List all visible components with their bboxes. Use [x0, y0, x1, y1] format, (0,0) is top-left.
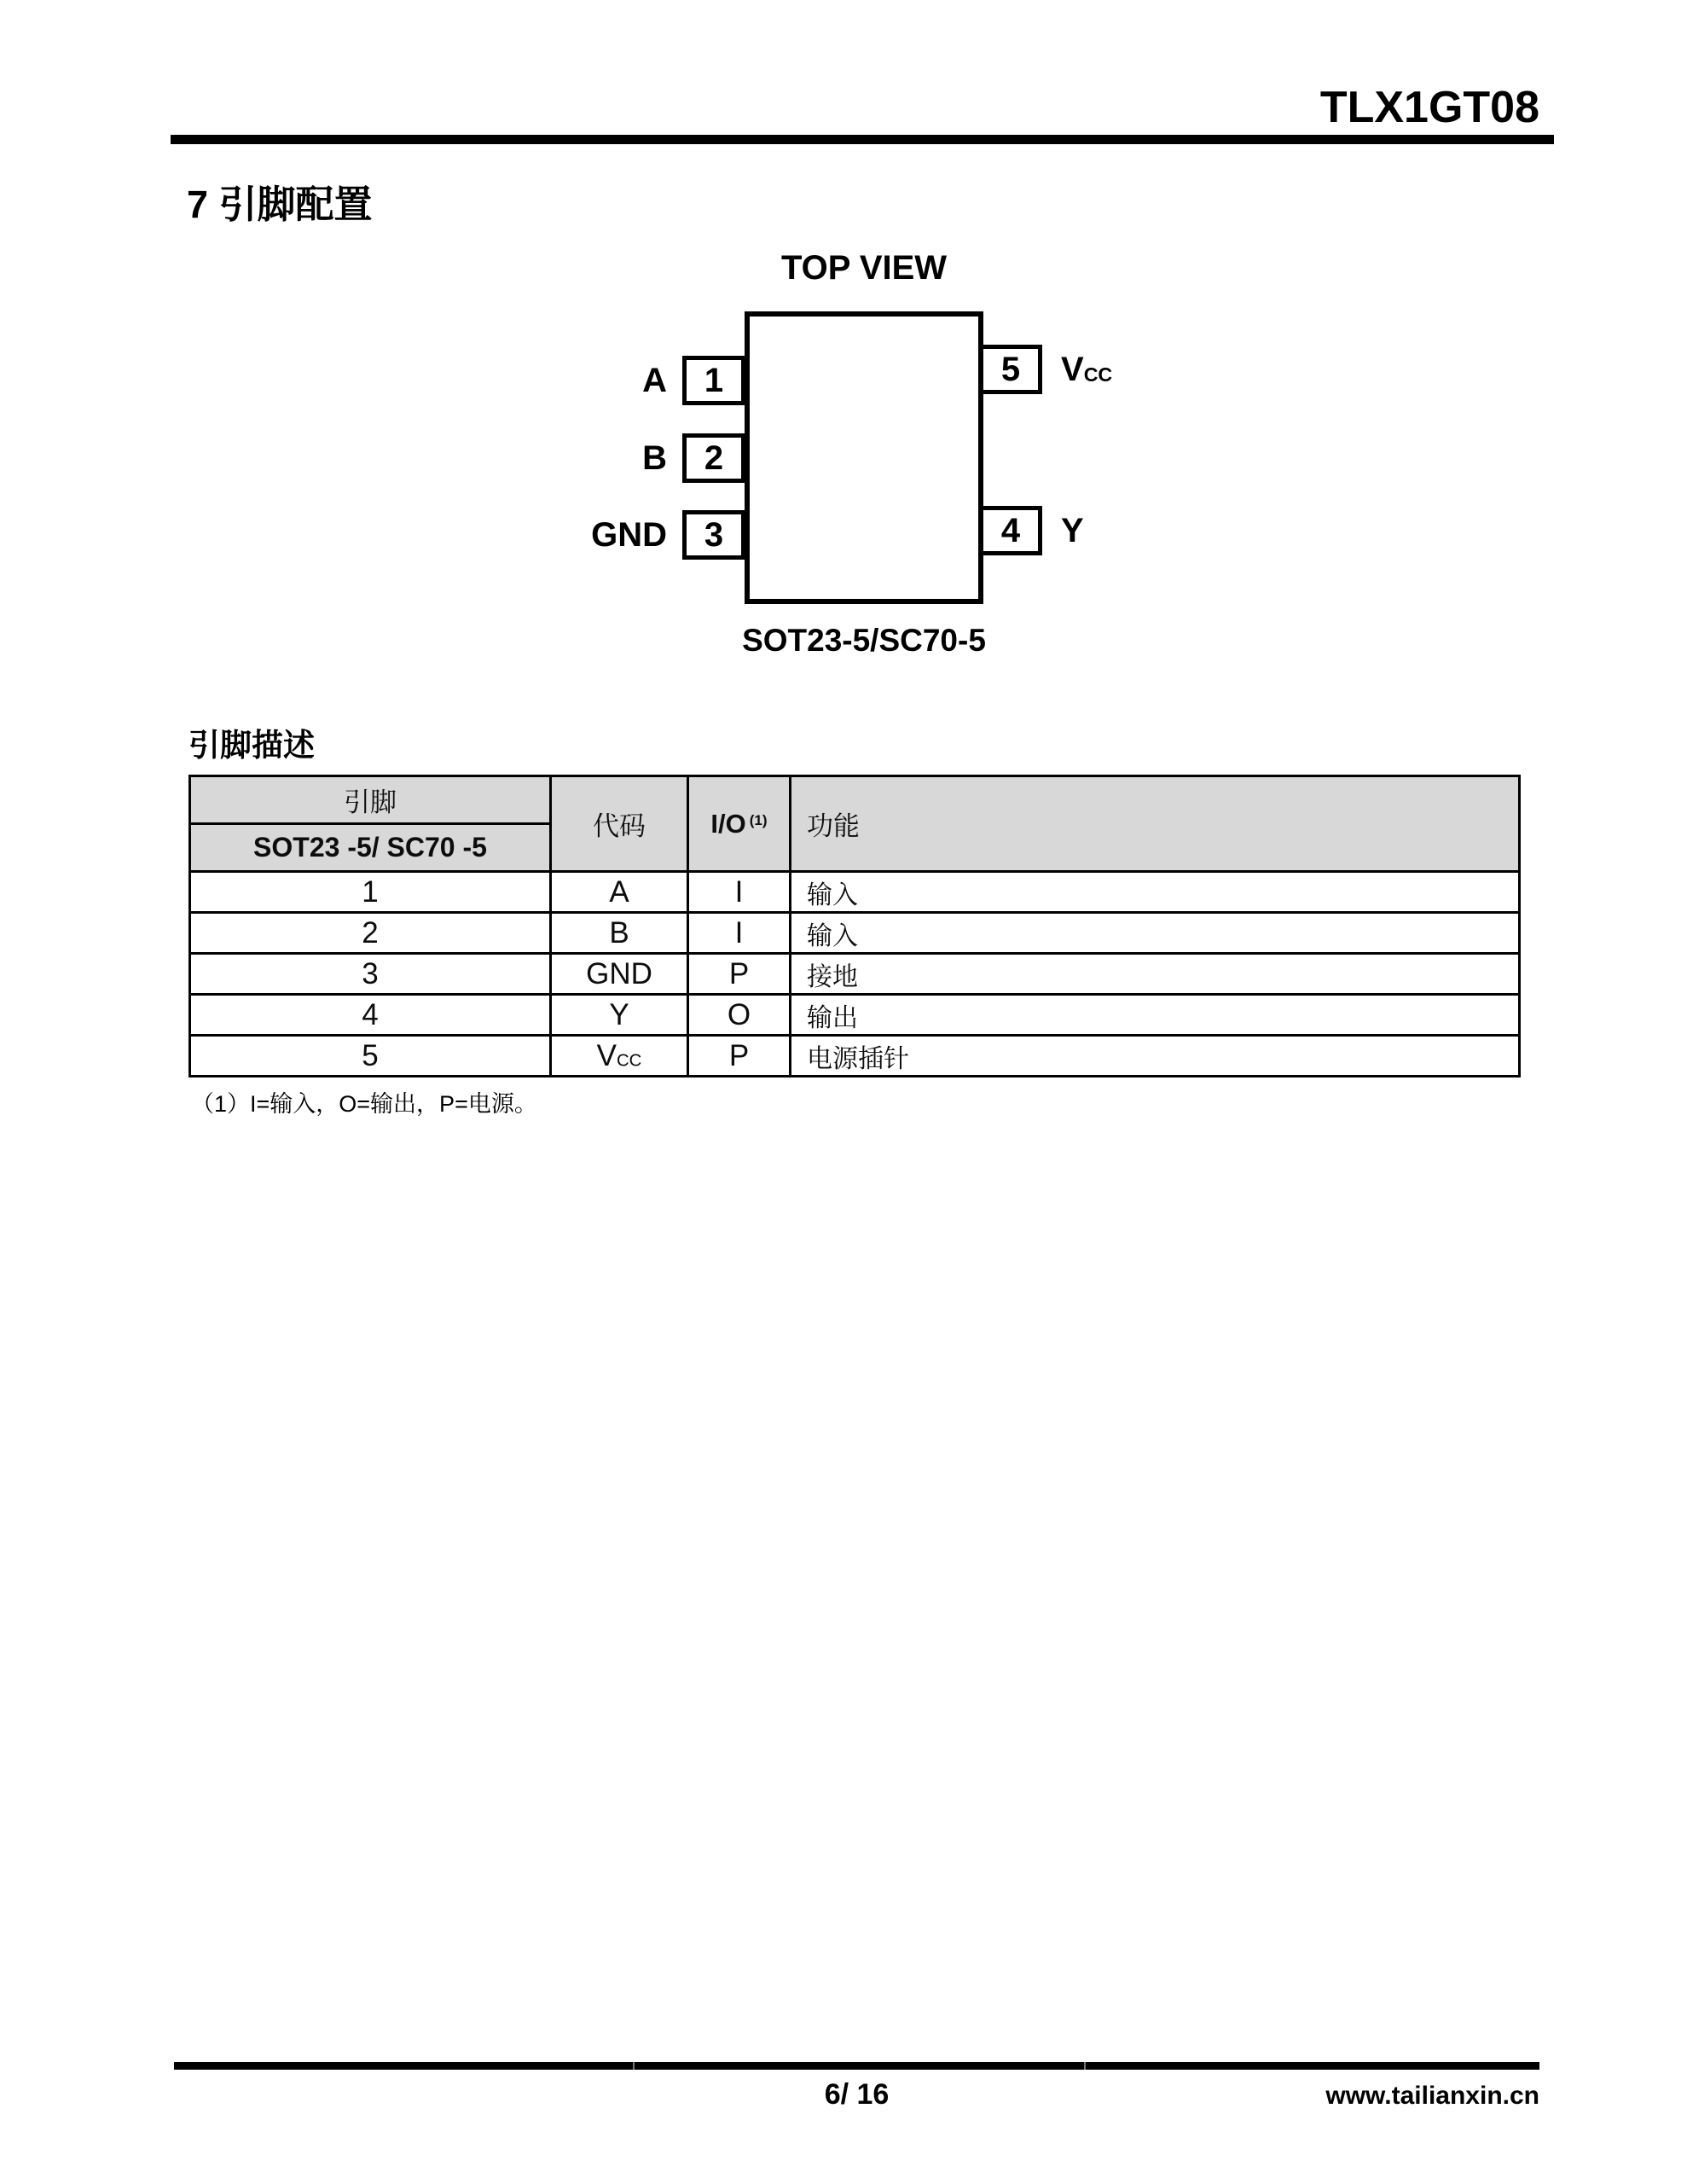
table-footnote: （1）I=输入，O=输出，P=电源。	[191, 1091, 537, 1117]
header-rule	[171, 135, 1554, 144]
cell-pin: 4	[190, 995, 551, 1036]
section-heading: 7 引脚配置	[187, 183, 373, 226]
pin-box-3: 3	[682, 510, 745, 560]
cell-function: 接地	[791, 954, 1520, 995]
vcc-main: V	[1061, 351, 1084, 388]
cell-code: GND	[551, 954, 688, 995]
pin-box-4: 4	[979, 506, 1042, 555]
pin-label-a: A	[642, 362, 667, 399]
pin-table-title: 引脚描述	[188, 728, 315, 763]
chip-body-outline	[745, 311, 983, 604]
cell-code-vcc	[551, 1036, 688, 1077]
pin-label-y: Y	[1061, 512, 1084, 549]
footer-rule-seam	[1084, 2062, 1086, 2070]
footer-rule-seam	[633, 2062, 635, 2070]
cell-function: 电源插针	[791, 1036, 1520, 1077]
doc-title: TLX1GT08	[1319, 83, 1539, 132]
vcc-cell-main: V	[596, 1038, 617, 1072]
col-header-function: 功能	[791, 776, 1520, 872]
cell-code: Y	[551, 995, 688, 1036]
table-row	[190, 995, 1520, 1036]
package-name-label: SOT23-5/SC70-5	[742, 623, 986, 658]
col-header-io	[688, 776, 791, 872]
col-header-package-variant: SOT23 -5/ SC70 -5	[190, 824, 551, 872]
footer-website: www.tailianxin.cn	[1325, 2082, 1539, 2110]
cell-pin: 1	[190, 872, 551, 913]
cell-io: I	[688, 872, 791, 913]
table-header-row-1	[190, 776, 1520, 824]
cell-function: 输出	[791, 995, 1520, 1036]
cell-pin: 5	[190, 1036, 551, 1077]
pin-label-gnd: GND	[591, 516, 667, 554]
cell-pin: 3	[190, 954, 551, 995]
io-label: I/O	[710, 808, 746, 839]
cell-pin: 2	[190, 913, 551, 954]
col-header-pin-group: 引脚	[190, 776, 551, 824]
table-row	[190, 954, 1520, 995]
diagram-top-view-label: TOP VIEW	[780, 249, 948, 287]
cell-function: 输入	[791, 872, 1520, 913]
cell-code: B	[551, 913, 688, 954]
pin-box-1: 1	[682, 356, 745, 405]
cell-io: P	[688, 1036, 791, 1077]
io-footnote-ref: (1)	[749, 811, 768, 828]
pin-label-vcc	[1061, 345, 1112, 399]
table-row	[190, 913, 1520, 954]
cell-code: A	[551, 872, 688, 913]
footer-rule	[174, 2062, 1539, 2070]
pin-description-table	[188, 775, 1521, 1077]
table-row	[190, 872, 1520, 913]
vcc-subscript: CC	[1083, 363, 1113, 386]
cell-io: O	[688, 995, 791, 1036]
pin-box-2: 2	[682, 433, 745, 483]
pin-box-5: 5	[979, 345, 1042, 394]
cell-io: I	[688, 913, 791, 954]
table-row	[190, 1036, 1520, 1077]
pin-label-b: B	[642, 439, 667, 477]
cell-function: 输入	[791, 913, 1520, 954]
cell-io: P	[688, 954, 791, 995]
vcc-cell-subscript: CC	[617, 1050, 642, 1070]
col-header-code: 代码	[551, 776, 688, 872]
page-number: 6/ 16	[824, 2078, 890, 2111]
